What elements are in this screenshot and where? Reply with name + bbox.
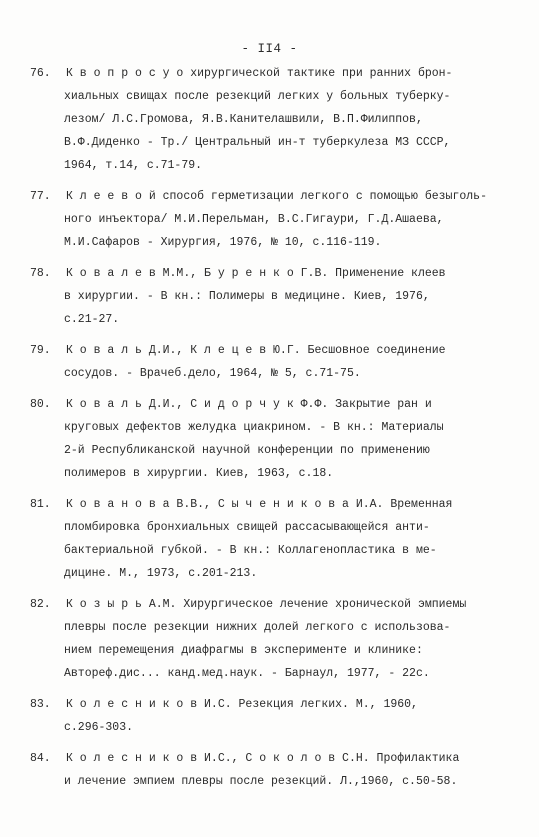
entry-line: 2-й Республиканской научной конференции по применению: [64, 444, 430, 457]
entry-text: [66, 185, 530, 254]
entry-line: пломбировка бронхиальных свищей рассасывающейся анти-: [64, 521, 430, 534]
entry-text: [66, 262, 530, 331]
entry-line: В.Ф.Диденко - Тр./ Центральный ин-т туберкулеза МЗ СССР,: [64, 136, 451, 149]
entry-line: и лечение эмпием плевры после резекций. Л.,1960, с.50-58.: [64, 775, 458, 788]
entry-number: 84.: [30, 752, 51, 765]
entry-line: Автореф.дис... канд.мед.наук. - Барнаул, 1977, - 22с.: [64, 667, 430, 680]
entry-line: К о в а н о в а В.В., С ы ч е н и к о в а И.А. Временная: [66, 498, 453, 511]
entry-line: бактериальной губкой. - В кн.: Коллагенопластика в ме-: [64, 544, 437, 557]
entry-number: 81.: [30, 498, 51, 511]
entry-line: К о в а л ь Д.И., К л е ц е в Ю.Г. Бесшовное соединение: [66, 344, 446, 357]
entry-line: лезом/ Л.С.Громова, Я.В.Канителашвили, В.П.Филиппов,: [64, 113, 423, 126]
entry-line: полимеров в хирургии. Киев, 1963, с.18.: [64, 467, 334, 480]
entry-number: 77.: [30, 190, 51, 203]
page-number: - II4 -: [241, 42, 298, 56]
entry-line: К о в а л ь Д.И., С и д о р ч у к Ф.Ф. Закрытие ран и: [66, 398, 432, 411]
entry-line: К о л е с н и к о в И.С., С о к о л о в С.Н. Профилактика: [66, 752, 460, 765]
entry-text: [66, 693, 530, 739]
entry-line: К о л е с н и к о в И.С. Резекция легких. М., 1960,: [66, 698, 418, 711]
entry-line: с.21-27.: [64, 313, 120, 326]
bibliography-entry: [30, 62, 530, 177]
entry-text: [66, 339, 530, 385]
bibliography-entry: [30, 493, 530, 585]
bibliography-entry: [30, 747, 530, 793]
entry-number: 80.: [30, 398, 51, 411]
entry-text: [66, 393, 530, 485]
entry-number: 76.: [30, 67, 51, 80]
bibliography-list: [30, 62, 530, 801]
entry-number: 79.: [30, 344, 51, 357]
entry-line: К о в а л е в М.М., Б у р е н к о Г.В. Применение клеев: [66, 267, 446, 280]
entry-text: [66, 747, 530, 793]
entry-line: в хирургии. - В кн.: Полимеры в медицине. Киев, 1976,: [64, 290, 430, 303]
entry-line: круговых дефектов желудка циакрином. - В кн.: Материалы: [64, 421, 444, 434]
entry-line: ного инъектора/ М.И.Перельман, В.С.Гигаури, Г.Д.Ашаева,: [64, 213, 444, 226]
entry-line: нием перемещения диафрагмы в эксперименте и клинике:: [64, 644, 423, 657]
entry-line: К в о п р о с у о хирургической тактике при ранних брон-: [66, 67, 453, 80]
entry-number: 83.: [30, 698, 51, 711]
entry-line: сосудов. - Врачеб.дело, 1964, № 5, с.71-75.: [64, 367, 361, 380]
bibliography-entry: [30, 693, 530, 739]
bibliography-entry: [30, 262, 530, 331]
entry-line: плевры после резекции нижних долей легкого с использова-: [64, 621, 451, 634]
entry-number: 78.: [30, 267, 51, 280]
entry-line: К л е е в о й способ герметизации легкого с помощью безыголь-: [66, 190, 487, 203]
entry-line: хиальных свищах после резекций легких у больных туберку-: [64, 90, 451, 103]
entry-line: М.И.Сафаров - Хирургия, 1976, № 10, с.116-119.: [64, 236, 382, 249]
entry-number: 82.: [30, 598, 51, 611]
bibliography-entry: [30, 185, 530, 254]
entry-line: с.296-303.: [64, 721, 134, 734]
entry-line: 1964, т.14, с.71-79.: [64, 159, 203, 172]
entry-text: [66, 593, 530, 685]
entry-text: [66, 493, 530, 585]
entry-line: К о з ы р ь А.М. Хирургическое лечение хронической эмпиемы: [66, 598, 467, 611]
bibliography-entry: [30, 339, 530, 385]
entry-text: [66, 62, 530, 177]
entry-line: дицине. М., 1973, с.201-213.: [64, 567, 258, 580]
bibliography-entry: [30, 393, 530, 485]
bibliography-entry: [30, 593, 530, 685]
